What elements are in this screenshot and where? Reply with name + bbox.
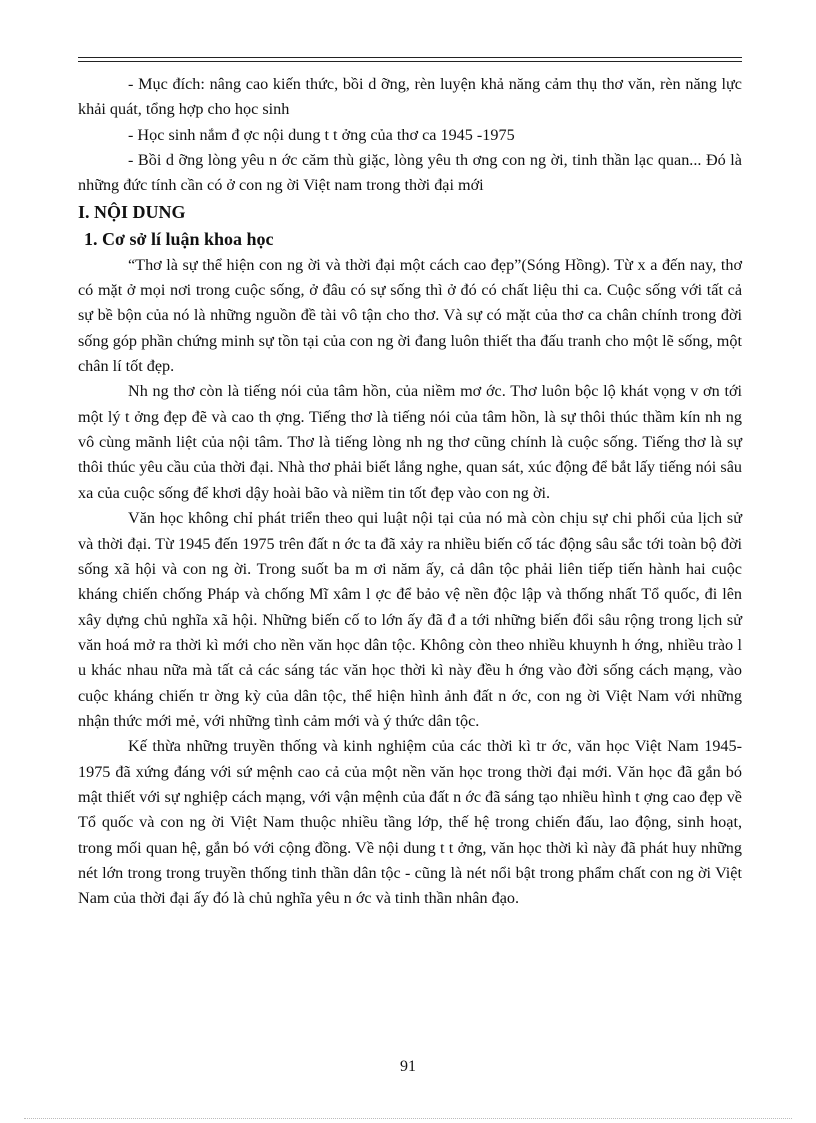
intro-paragraph-purpose: - Mục đích: nâng cao kiến thức, bồi d ỡng, rèn luyện khả năng cảm thụ thơ văn, rèn năng lực khải quát, tổng hợp cho học sinh	[78, 75, 742, 119]
header-rule-top	[78, 57, 742, 58]
body-paragraph: Văn học không chỉ phát triển theo qui luật nội tại của nó mà còn chịu sự chi phối của lịch sử và thời đại. Từ 1945 đến 1975 trên đất n ớc ta đã xảy ra nhiều biến cố tác động sâu sắc tới toàn bộ đời sống xã hội và con ng ời. Trong suốt ba m ơi năm ấy, cả dân tộc phải liên tiếp tiến hành hai cuộc kháng chiến chống Pháp và chống Mĩ xâm l ợc để bảo vệ nền độc lập và thống nhất Tổ quốc, đi lên xây dựng chủ nghĩa xã hội. Những biến cố to lớn ấy đã đ a tới những biến đổi sâu rộng trong lịch sử văn hoá mở ra thời kì mới cho nền văn học dân tộc. Không còn theo nhiều khuynh h ớng, nhiều trào l u khác nhau nữa mà tất cả các sáng tác văn học thời kì này đều h ớng vào đời sống cách mạng, vào cuộc kháng chiến tr ờng kỳ của dân tộc, thể hiện hình ảnh đất n ớc, con ng ời Việt Nam với những nhận thức mới mẻ, với những tình cảm mới và ý thức dân tộc.	[78, 509, 742, 730]
body-paragraph: Kế thừa những truyền thống và kinh nghiệm của các thời kì tr ớc, văn học Việt Nam 1945- 1975 đã xứng đáng với sứ mệnh cao cả của một nền văn học trong thời đại mới. Văn học đã gắn bó mật thiết với sự nghiệp cách mạng, với vận mệnh của đất n ớc đã sáng tạo nhiều hình t ợng cao đẹp về Tổ quốc và con ng ời Việt Nam thuộc nhiều tầng lớp, thế hệ trong chiến đấu, lao động, sinh hoạt, trong mối quan hệ, gắn bó với cộng đồng. Về nội dung t t ởng, văn học thời kì này đã phát huy những nét lớn trong trong truyền thống tinh thần dân tộc - cũng là nét nổi bật trong phẩm chất con ng ời Việt Nam của thời đại ấy đó là chủ nghĩa yêu n ớc và tinh thần nhân đạo.	[78, 737, 742, 908]
body-paragraph: Nh ng thơ còn là tiếng nói của tâm hồn, của niềm mơ ớc. Thơ luôn bộc lộ khát vọng v ơn tới một lý t ởng đẹp đẽ và cao th ợng. Tiếng thơ là tiếng nói của tâm hồn, là sự thôi thúc thầm kín nh ng vô cùng mãnh liệt của nội tâm. Thơ là tiếng lòng nh ng thơ cũng chính là cuộc sống. Tiếng thơ là sự thôi thúc yêu cầu của thời đại. Nhà thơ phải biết lắng nghe, quan sát, xúc động để bắt lấy tiếng nói sâu xa của cuộc sống để khơi dậy hoài bão và niềm tin tốt đẹp vào con ng ời.	[78, 382, 742, 502]
footer-dotted-rule	[24, 1118, 792, 1119]
page-number: 91	[400, 1058, 416, 1075]
page-content	[78, 72, 742, 912]
body-paragraph: “Thơ là sự thể hiện con ng ời và thời đại một cách cao đẹp”(Sóng Hồng). Từ x a đến nay, thơ có mặt ở mọi nơi trong cuộc sống, ở đâu có sự sống thì ở đó có chất liệu thi ca. Cuộc sống với tất cả sự bề bộn của nó là những nguồn đề tài vô tận cho thơ. Và sự có mặt của thơ ca chân chính trong đời sống góp phần chứng minh sự tồn tại của con ng ời đang luôn thiết tha đấu tranh cho một lẽ sống, một chân lí tốt đẹp.	[78, 255, 742, 376]
section-heading: I. NỘI DUNG	[78, 201, 186, 222]
intro-paragraph-values: - Bồi d ỡng lòng yêu n ớc căm thù giặc, lòng yêu th ơng con ng ời, tinh thần lạc quan... Đó là những đức tính cần có ở con ng ời Việt nam trong thời đại mới	[78, 151, 742, 195]
header-rule-bottom	[78, 61, 742, 62]
intro-paragraph-content: - Học sinh nắm đ ợc nội dung t t ởng của thơ ca 1945 -1975	[128, 125, 515, 144]
subsection-heading: 1. Cơ sở lí luận khoa học	[84, 228, 274, 249]
